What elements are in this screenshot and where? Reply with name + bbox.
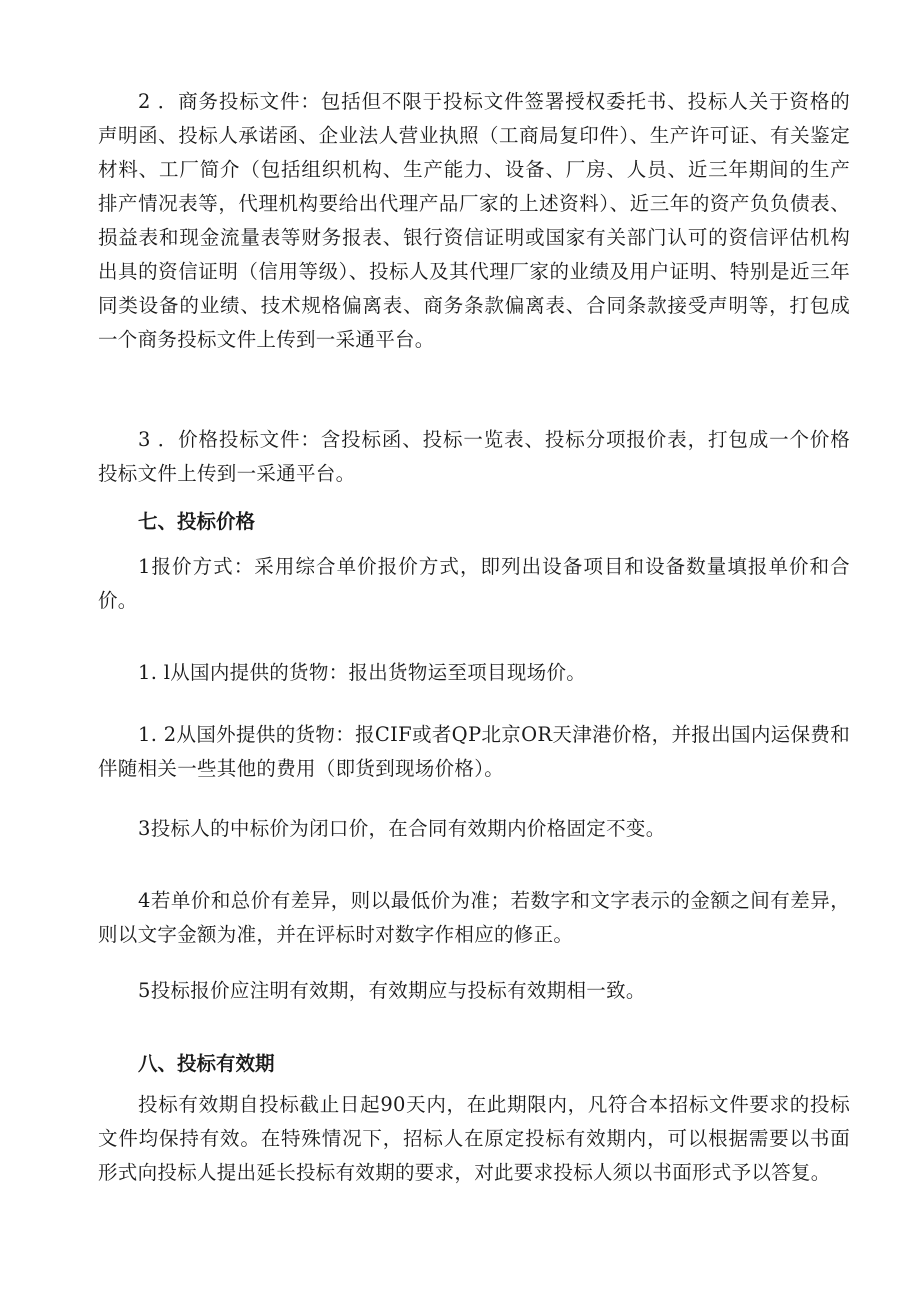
- paragraph-7-4-price-discrepancy: 4若单价和总价有差异，则以最低价为准；若数字和文字表示的金额之间有差异，则以文字金额为准，并在评标时对数字作相应的修正。: [98, 889, 850, 946]
- paragraph-7-5-validity: 5投标报价应注明有效期，有效期应与投标有效期相一致。: [138, 979, 646, 1002]
- paragraph-7-1-quote-method: 1报价方式：采用综合单价报价方式，即列出设备项目和设备数量填报单价和合价。: [98, 555, 850, 612]
- paragraph-price-bid-file: 3 ．价格投标文件：含投标函、投标一览表、投标分项报价表，打包成一个价格投标文件上传到一采通平台。: [98, 428, 850, 485]
- paragraph-8-validity-period: 投标有效期自投标截止日起90天内，在此期限内，凡符合本招标文件要求的投标文件均保持有效。在特殊情况下，招标人在原定投标有效期内，可以根据需要以书面形式向投标人提出延长投标有效期的要求，对此要求投标人须以书面形式予以答复。: [98, 1093, 850, 1184]
- paragraph-7-1-2-foreign-goods: 1. 2从国外提供的货物：报CIF或者QP北京OR天津港价格，并报出国内运保费和伴随相关一些其他的费用（即货到现场价格）。: [98, 723, 850, 780]
- paragraph-7-1-1-domestic-goods: 1. l从国内提供的货物：报出货物运至项目现场价。: [138, 661, 587, 684]
- paragraph-7-3-fixed-price: 3投标人的中标价为闭口价，在合同有效期内价格固定不变。: [138, 817, 666, 840]
- section-8-heading: 八、投标有效期: [138, 1052, 275, 1075]
- section-7-heading: 七、投标价格: [138, 510, 256, 533]
- paragraph-business-bid-file: 2 ．商务投标文件：包括但不限于投标文件签署授权委托书、投标人关于资格的声明函、投标人承诺函、企业法人营业执照（工商局复印件）、生产许可证、有关鉴定材料、工厂简介（包括组织机构、生产能力、设备、厂房、人员、近三年期间的生产排产情况表等，代理机构要给出代理产品厂家的上述资料）、近三年的资产负负债表、损益表和现金流量表等财务报表、银行资信证明或国家有关部门认可的资信评估机构出具的资信证明（信用等级）、投标人及其代理厂家的业绩及用户证明、特别是近三年同类设备的业绩、技术规格偏离表、商务条款偏离表、合同条款接受声明等，打包成一个商务投标文件上传到一采通平台。: [98, 90, 850, 351]
